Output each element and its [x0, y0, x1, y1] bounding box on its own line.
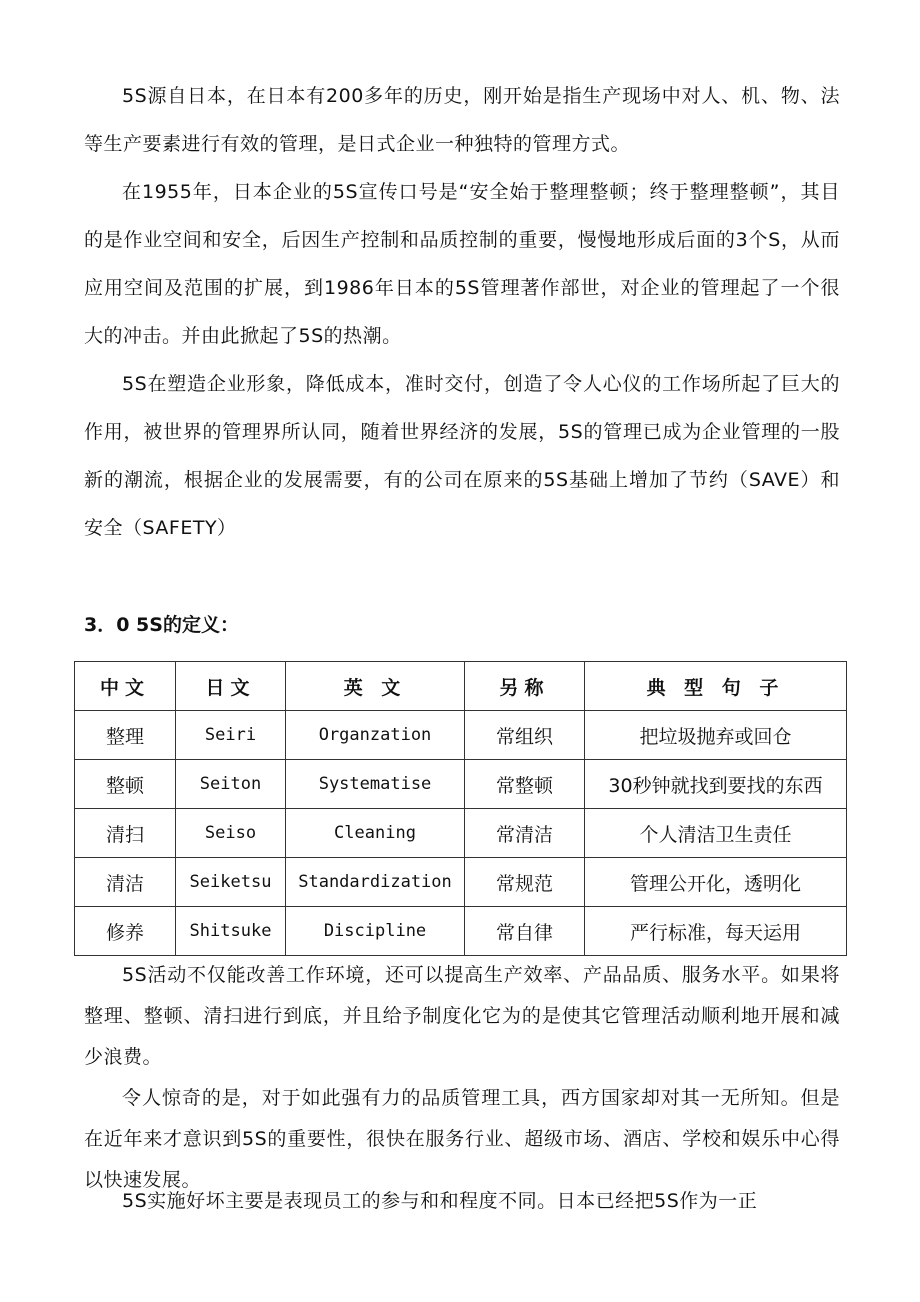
cell-alias: 常组织 [465, 711, 585, 760]
cell-example: 严行标准，每天运用 [585, 907, 847, 956]
header-chinese: 中文 [75, 662, 176, 711]
paragraph-origin: 5S源自日本，在日本有200多年的历史，刚开始是指生产现场中对人、机、物、法等生产要素进行有效的管理，是日式企业一种独特的管理方式。 [84, 85, 840, 155]
cell-chinese: 修养 [75, 907, 176, 956]
paragraph-western-adoption: 令人惊奇的是，对于如此强有力的品质管理工具，西方国家却对其一无所知。但是在近年来才意识到5S的重要性，很快在服务行业、超级市场、酒店、学校和娱乐中心得以快速发展。 [84, 1087, 840, 1191]
cell-example: 管理公开化，透明化 [585, 858, 847, 907]
cell-alias: 常清洁 [465, 809, 585, 858]
cell-japanese: Seiri [176, 711, 286, 760]
table-header-row [75, 662, 847, 711]
cell-japanese: Shitsuke [176, 907, 286, 956]
header-alias: 另称 [465, 662, 585, 711]
cell-english: Cleaning [286, 809, 465, 858]
cell-japanese: Seiketsu [176, 858, 286, 907]
cell-chinese: 清扫 [75, 809, 176, 858]
cell-chinese: 整顿 [75, 760, 176, 809]
header-english: 英 文 [286, 662, 465, 711]
definition-table [74, 661, 847, 956]
cell-alias: 常规范 [465, 858, 585, 907]
cell-example: 个人清洁卫生责任 [585, 809, 847, 858]
cell-japanese: Seiso [176, 809, 286, 858]
table-row [75, 809, 847, 858]
cell-english: Standardization [286, 858, 465, 907]
paragraph-implementation: 5S实施好坏主要是表现员工的参与和和程度不同。日本已经把5S作为一正 [122, 1190, 758, 1212]
cell-english: Discipline [286, 907, 465, 956]
cell-english: Organzation [286, 711, 465, 760]
paragraph-history: 在1955年，日本企业的5S宣传口号是“安全始于整理整顿；终于整理整顿”，其目的是作业空间和安全，后因生产控制和品质控制的重要，慢慢地形成后面的3个S，从而应用空间及范围的扩展，到1986年日本的5S管理著作部世，对企业的管理起了一个很大的冲击。并由此掀起了5S的热潮。 [84, 181, 840, 347]
cell-chinese: 清洁 [75, 858, 176, 907]
header-japanese: 日文 [176, 662, 286, 711]
cell-example: 30秒钟就找到要找的东西 [585, 760, 847, 809]
section-heading: 3．0 5S的定义： [84, 614, 239, 636]
header-example: 典 型 句 子 [585, 662, 847, 711]
cell-alias: 常整顿 [465, 760, 585, 809]
paragraph-benefits: 5S活动不仅能改善工作环境，还可以提高生产效率、产品品质、服务水平。如果将整理、整顿、清扫进行到底，并且给予制度化它为的是使其它管理活动顺利地开展和减少浪费。 [84, 964, 840, 1068]
table-row [75, 760, 847, 809]
cell-alias: 常自律 [465, 907, 585, 956]
table-row [75, 711, 847, 760]
cell-english: Systematise [286, 760, 465, 809]
cell-japanese: Seiton [176, 760, 286, 809]
table-row [75, 858, 847, 907]
cell-example: 把垃圾抛弃或回仓 [585, 711, 847, 760]
table-row [75, 907, 847, 956]
cell-chinese: 整理 [75, 711, 176, 760]
paragraph-impact: 5S在塑造企业形象，降低成本，准时交付，创造了令人心仪的工作场所起了巨大的作用，被世界的管理界所认同，随着世界经济的发展，5S的管理已成为企业管理的一股新的潮流，根据企业的发展需要，有的公司在原来的5S基础上增加了节约（SAVE）和安全（SAFETY） [84, 373, 840, 539]
